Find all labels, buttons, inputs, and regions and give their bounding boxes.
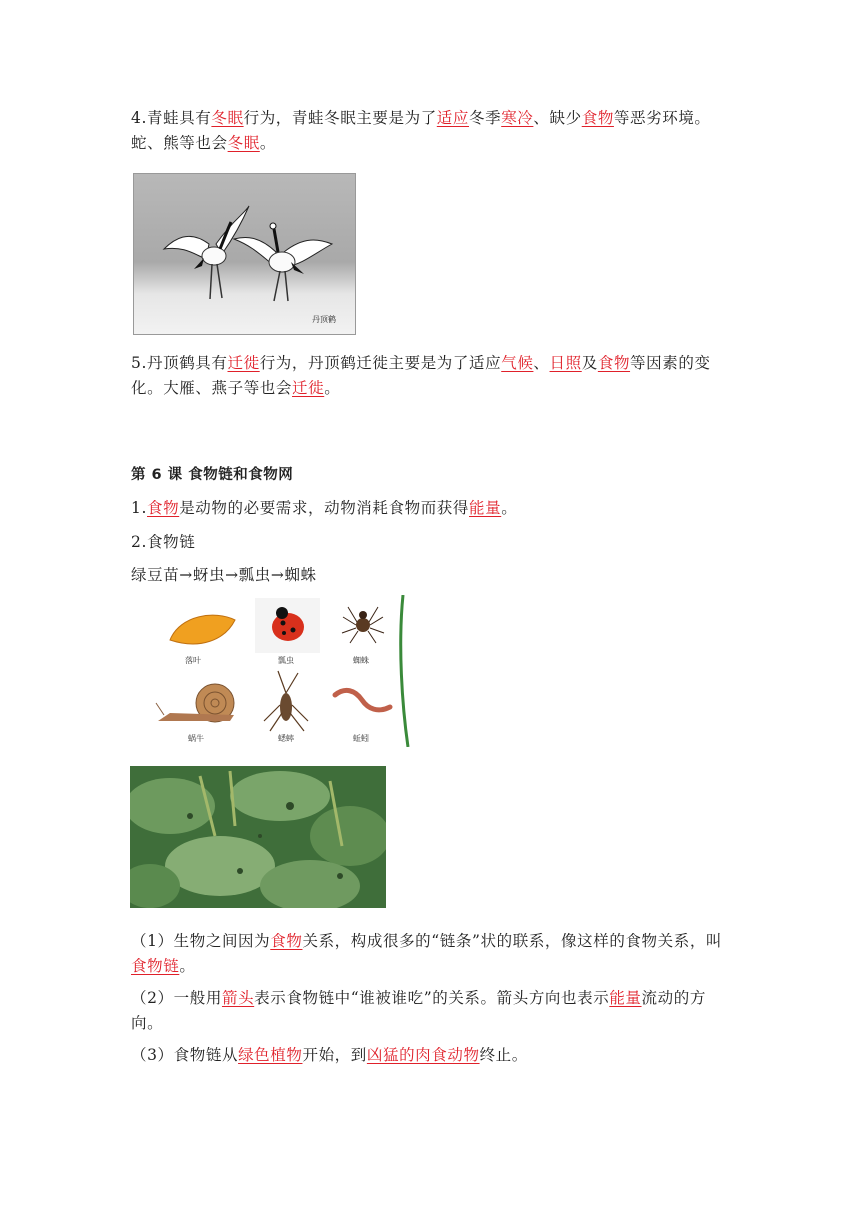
answer-food-3: 食物 bbox=[147, 499, 180, 517]
paragraph-crane-migration: 5.丹顶鹤具有迁徙行为，丹顶鹤迁徙主要是为了适应气候、日照及食物等因素的变化。大雁、燕子等也会迁徙。 bbox=[131, 354, 711, 397]
label-earthworm: 蚯蚓 bbox=[353, 734, 369, 743]
label-snail: 蜗牛 bbox=[188, 734, 204, 743]
animals-illustration bbox=[150, 595, 410, 747]
answer-hibernation: 冬眠 bbox=[211, 109, 244, 127]
cranes-illustration bbox=[134, 174, 355, 334]
answer-food: 食物 bbox=[581, 109, 614, 127]
answer-sunlight: 日照 bbox=[549, 354, 582, 372]
answer-arrow: 箭头 bbox=[221, 989, 255, 1007]
label-cricket: 蟋蟀 bbox=[278, 734, 294, 743]
item-1-food-energy: 1.食物是动物的必要需求，动物消耗食物而获得能量。 bbox=[131, 499, 518, 517]
answer-food-4: 食物 bbox=[270, 932, 303, 950]
label-ladybug: 瓢虫 bbox=[278, 656, 294, 665]
label-spider: 蜘蛛 bbox=[353, 656, 369, 665]
mung-bean-photo bbox=[130, 766, 386, 908]
answer-climate: 气候 bbox=[501, 354, 534, 372]
label-fallen-leaf: 落叶 bbox=[185, 656, 201, 665]
crane-caption: 丹顶鹤 bbox=[312, 315, 336, 324]
answer-food-2: 食物 bbox=[597, 354, 631, 372]
animals-grid-image bbox=[150, 595, 410, 747]
food-chain-example: 绿豆苗→蚜虫→瓢虫→蜘蛛 bbox=[131, 566, 317, 584]
crane-photo bbox=[133, 173, 356, 335]
lesson-heading: 第 6 课 食物链和食物网 bbox=[131, 467, 294, 483]
subitem-3: （3）食物链从绿色植物开始，到凶猛的肉食动物终止。 bbox=[131, 1046, 528, 1064]
answer-energy-2: 能量 bbox=[609, 989, 642, 1007]
paragraph-frog-hibernation: 4.青蛙具有冬眠行为，青蛙冬眠主要是为了适应冬季寒冷、缺少食物等恶劣环境。蛇、熊等也会冬眠。 bbox=[131, 109, 711, 152]
answer-cold: 寒冷 bbox=[501, 109, 534, 127]
answer-fierce-carnivores: 凶猛的肉食动物 bbox=[366, 1046, 480, 1064]
mung-bean-leaves bbox=[130, 766, 386, 908]
item-2-food-chain: 2.食物链 bbox=[131, 533, 196, 551]
answer-migration-2: 迁徙 bbox=[292, 379, 325, 397]
answer-green-plants: 绿色植物 bbox=[238, 1046, 303, 1064]
answer-food-chain: 食物链 bbox=[131, 957, 180, 975]
answer-energy: 能量 bbox=[469, 499, 502, 517]
subitem-1: （1）生物之间因为食物关系，构成很多的“链条”状的联系，像这样的食物关系，叫食物链。 bbox=[131, 932, 723, 975]
subitem-2: （2）一般用箭头表示食物链中“谁被谁吃”的关系。箭头方向也表示能量流动的方向。 bbox=[131, 989, 706, 1032]
answer-hibernation-2: 冬眠 bbox=[227, 134, 260, 152]
answer-migration: 迁徙 bbox=[227, 354, 260, 372]
answer-adapt: 适应 bbox=[436, 109, 469, 127]
